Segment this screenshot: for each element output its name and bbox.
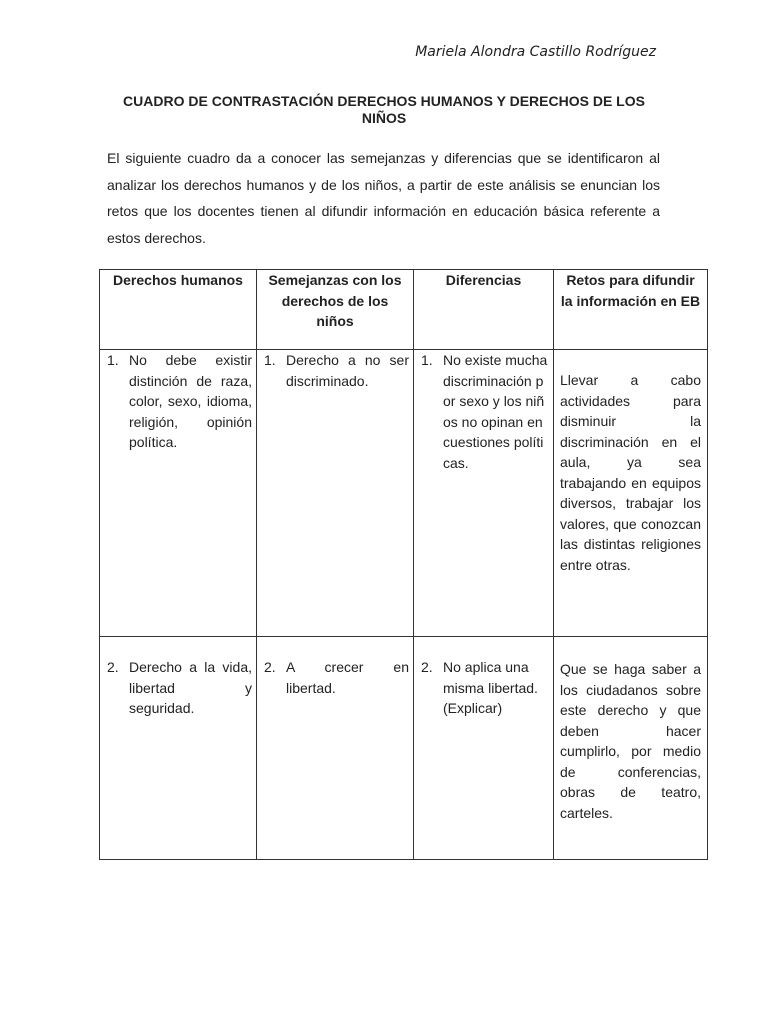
header-diferencias <box>414 270 554 350</box>
cell-semejanza <box>257 350 414 637</box>
table-header-row <box>100 270 708 350</box>
list-item <box>257 350 413 391</box>
list-item <box>414 350 553 473</box>
header-semejanzas <box>257 270 414 350</box>
header-derechos-humanos <box>100 270 257 350</box>
cell-reto <box>554 637 708 860</box>
item-number: 2. <box>107 659 119 675</box>
item-number: 1. <box>107 352 119 368</box>
list-item <box>100 637 256 719</box>
item-number: 2. <box>264 659 276 675</box>
author-name: Mariela Alondra Castillo Rodríguez <box>415 44 656 60</box>
item-number: 1. <box>421 352 433 368</box>
cell-diferencia <box>414 350 554 637</box>
item-number: 2. <box>421 659 433 675</box>
list-item <box>257 637 413 698</box>
item-text: No existe mucha discriminación por sexo y los niños no opinan en cuestiones políticas. <box>443 352 548 471</box>
contrast-table <box>99 269 708 860</box>
list-item <box>414 637 553 719</box>
cell-diferencia <box>414 637 554 860</box>
list-item <box>100 350 256 453</box>
header-label: Derechos humanos <box>113 272 243 288</box>
item-text: Derecho a la vida, libertad y seguridad. <box>129 659 252 716</box>
item-number: 1. <box>264 352 276 368</box>
reto-text: Llevar a cabo actividades para disminuir la discriminación en el aula, ya sea trabajando en equipos diversos, trabajar los valores, que conozcan las distintas religiones entre otras. <box>560 372 701 573</box>
header-label: Semejanzas con los derechos de los niños <box>268 272 402 329</box>
cell-derecho <box>100 350 257 637</box>
item-text: A crecer en libertad. <box>286 659 409 696</box>
header-label: Diferencias <box>445 272 522 288</box>
table-row <box>100 350 708 637</box>
reto-text: Que se haga saber a los ciudadanos sobre este derecho y que deben hacer cumplirlo, por medio de conferencias, obras de teatro, carteles. <box>560 661 701 821</box>
item-text: No aplica una misma libertad. (Explicar) <box>443 659 538 716</box>
intro-paragraph: El siguiente cuadro da a conocer las semejanzas y diferencias que se identificaron al analizar los derechos humanos y de los niños, a partir de este análisis se enuncian los retos que los docentes tienen al difundir información en educación básica referente a estos derechos. <box>107 150 660 246</box>
header-retos <box>554 270 708 350</box>
item-text: Derecho a no ser discriminado. <box>286 352 409 389</box>
header-label: Retos para difundir la información en EB <box>560 272 701 309</box>
cell-derecho <box>100 637 257 860</box>
table-row <box>100 637 708 860</box>
cell-semejanza <box>257 637 414 860</box>
document-title: CUADRO DE CONTRASTACIÓN DERECHOS HUMANOS Y DERECHOS DE LOS NIÑOS <box>123 93 645 126</box>
item-text: No debe existir distinción de raza, color, sexo, idioma, religión, opinión política. <box>129 352 252 450</box>
cell-reto <box>554 350 708 637</box>
